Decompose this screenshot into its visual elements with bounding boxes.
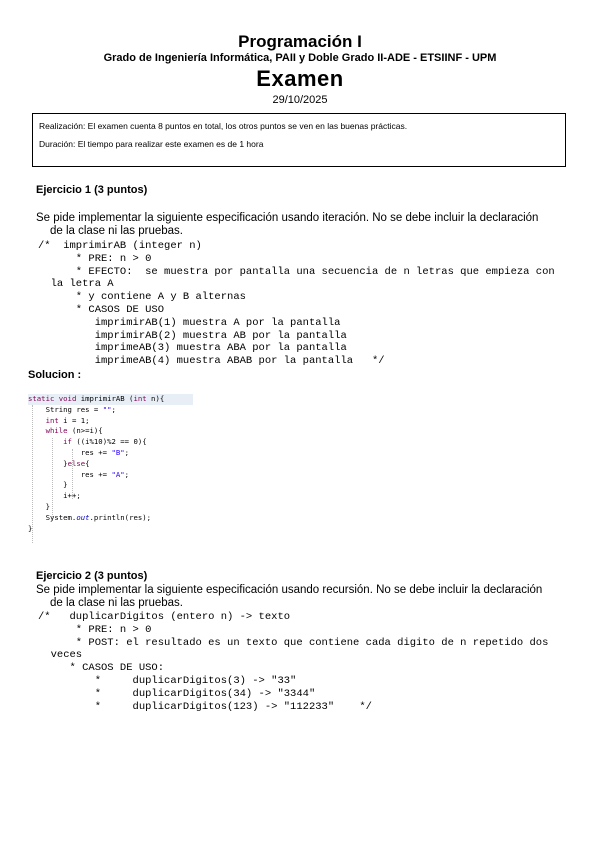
- code-line: [28, 416, 248, 427]
- code-line: [28, 491, 248, 502]
- code-line: [28, 513, 248, 524]
- code-string: "": [102, 404, 112, 414]
- code-line: [28, 405, 248, 416]
- code-text: i++;: [63, 491, 81, 501]
- spec-line: veces: [38, 649, 83, 662]
- info-duracion: Duración: El tiempo para realizar este examen es de 1 hora: [39, 139, 264, 149]
- exercise-1-title: Ejercicio 1 (3 puntos): [36, 184, 148, 196]
- code-text: {: [85, 458, 90, 468]
- spec-line: * y contiene A y B alternas: [38, 291, 246, 304]
- code-line: [28, 426, 248, 437]
- spec-line: imprimeAB(3) muestra ABA por la pantalla: [38, 342, 347, 355]
- code-text: res +=: [80, 447, 112, 457]
- spec-line: * EFECTO: se muestra por pantalla una secuencia de n letras que empieza con: [38, 265, 555, 278]
- code-text: }: [63, 458, 68, 468]
- code-string: "A": [111, 469, 125, 479]
- code-keyword: int: [45, 415, 59, 425]
- exercise-2-title: Ejercicio 2 (3 puntos): [36, 570, 148, 582]
- code-text: ;: [111, 404, 116, 414]
- code-field: out: [76, 512, 90, 522]
- code-string: "B": [111, 447, 125, 457]
- exercise-1-desc-line-2: de la clase ni las pruebas.: [50, 224, 183, 237]
- code-line: [28, 448, 248, 459]
- code-text: }: [45, 501, 50, 511]
- spec-line: imprimirAB(1) muestra A por la pantalla: [38, 316, 341, 329]
- exercise-2-specification: [38, 611, 548, 713]
- spec-line: * PRE: n > 0: [38, 252, 152, 265]
- code-text: imprimirAB (: [76, 394, 134, 403]
- info-realizacion: Realización: El examen cuenta 8 puntos en total, los otros puntos se ven en las buenas prácticas.: [39, 121, 408, 131]
- spec-line: * PRE: n > 0: [38, 623, 152, 636]
- exercise-1-specification: [38, 240, 555, 368]
- code-keyword: static: [28, 394, 55, 403]
- code-line: [28, 480, 248, 491]
- spec-line: * CASOS DE USO: [38, 303, 165, 316]
- solution-label: Solucion :: [28, 369, 82, 381]
- code-line: [28, 459, 248, 470]
- code-text: ;: [124, 447, 130, 457]
- code-keyword: while: [45, 426, 68, 436]
- code-text: ;: [124, 469, 130, 479]
- code-line: [28, 524, 248, 535]
- code-text: }: [28, 523, 33, 533]
- code-text: ((i%10)%2 == 0){: [71, 437, 147, 447]
- code-line: [28, 437, 248, 448]
- spec-line: * CASOS DE USO:: [38, 662, 165, 675]
- code-keyword: if: [63, 437, 72, 447]
- exam-heading: Examen: [256, 66, 344, 91]
- spec-line: * POST: el resultado es un texto que contiene cada digito de n repetido dos: [38, 636, 549, 649]
- degree-subtitle: Grado de Ingeniería Informática, PAII y Doble Grado II-ADE - ETSIINF - UPM: [103, 52, 497, 64]
- solution-code-screenshot: [28, 394, 248, 554]
- code-text: (n>=i){: [67, 426, 103, 436]
- code-keyword: int: [133, 394, 147, 403]
- spec-line: * duplicarDigitos(34) -> "3344": [38, 687, 316, 700]
- spec-line: la letra A: [38, 278, 114, 291]
- spec-line: /* duplicarDigitos (entero n) -> texto: [38, 611, 291, 623]
- spec-line: * duplicarDigitos(3) -> "33": [38, 674, 297, 687]
- code-text: }: [63, 480, 68, 490]
- exam-date: 29/10/2025: [272, 94, 328, 106]
- exercise-2-desc-line-2: de la clase ni las pruebas.: [50, 596, 183, 609]
- code-text: String res =: [28, 404, 103, 414]
- info-box: [32, 113, 566, 167]
- code-keyword: void: [58, 394, 77, 403]
- code-line: [28, 394, 248, 405]
- exercise-1-desc-line-1: Se pide implementar la siguiente especificación usando iteración. No se debe incluir la declaración: [36, 212, 539, 224]
- code-text: System.: [45, 512, 77, 522]
- spec-line: * duplicarDigitos(123) -> "112233" */: [38, 700, 372, 713]
- spec-line: /* imprimirAB (integer n): [38, 240, 202, 252]
- code-line: [28, 502, 248, 513]
- code-line: [28, 470, 248, 481]
- code-keyword: else: [67, 458, 86, 468]
- course-title: Programación I: [238, 32, 362, 51]
- code-text: res +=: [80, 469, 112, 479]
- exercise-2-description: [36, 584, 576, 609]
- spec-line: imprimeAB(4) muestra ABAB por la pantalla */: [38, 355, 385, 368]
- exercise-2-desc-line-1: Se pide implementar la siguiente especificación usando recursión. No se debe incluir la declaración: [36, 584, 543, 596]
- code-text: n){: [146, 394, 165, 403]
- code-text: i = 1;: [58, 415, 90, 425]
- exercise-1-description: [36, 212, 576, 237]
- code-text: .println(res);: [89, 512, 152, 522]
- spec-line: imprimirAB(2) muestra AB por la pantalla: [38, 329, 347, 342]
